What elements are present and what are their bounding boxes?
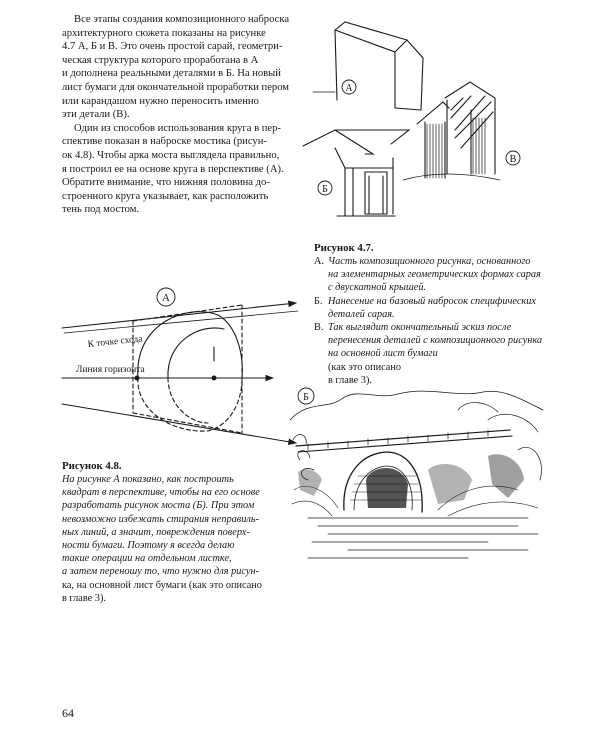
- barn-detail-sketch: [303, 130, 409, 216]
- item-marker: Б.: [314, 295, 323, 307]
- p1-line: эти детали (В).: [62, 109, 130, 121]
- caption-line: такие операции на отдельном листке,: [62, 553, 232, 565]
- vanishing-point-label: К точке схода: [87, 334, 144, 350]
- body-text-top: [62, 13, 312, 217]
- barn-box-sketch: [313, 22, 423, 110]
- figure-4-7-title: Рисунок 4.7.: [314, 242, 374, 254]
- item-marker: А.: [314, 256, 325, 267]
- p1-line: лист бумаги для окончательной проработки пером: [62, 81, 290, 93]
- page-number: 64: [62, 706, 74, 720]
- p2-line: Один из способов использования круга в пер-: [74, 122, 281, 134]
- p2-line: Обратите внимание, что нижняя половина до-: [62, 177, 270, 189]
- caption-line: ка, на основной лист бумаги (как это описано: [62, 579, 262, 591]
- label-a-4-8: А: [162, 292, 170, 304]
- item-line: Часть композиционного рисунка, основанного: [328, 256, 531, 267]
- figure-4-7-item-b: [314, 295, 584, 321]
- p2-line: спективе показан в наброске мостика (рисун-: [62, 136, 267, 148]
- barn-final-sketch: [417, 82, 495, 178]
- p1-line: архитектурного сюжета показаны на рисунке: [62, 27, 266, 39]
- p2-line: строенного круга указывает, как расположить: [62, 190, 269, 202]
- figure-4-7-item-a: [314, 255, 584, 295]
- paragraph-2: [62, 122, 312, 217]
- item-line: деталей сарая.: [328, 308, 395, 320]
- p1-line: и дополнена реальными деталями в Б. На новый: [62, 68, 281, 80]
- p2-line: тень под мостом.: [62, 204, 140, 216]
- caption-line: квадрат в перспективе, чтобы на его основе: [62, 487, 260, 499]
- item-line: Так выглядит окончательный эскиз после: [328, 322, 512, 334]
- figure-4-7-drawings: [295, 18, 525, 223]
- caption-line: а затем переношу то, что нужно для рисун-: [62, 566, 259, 578]
- item-line: на основной лист бумаги (как это описано: [328, 348, 438, 373]
- caption-line: На рисунке А показано, как построить: [62, 474, 234, 485]
- item-line: перенесения деталей с композиционного рисунка: [328, 335, 543, 347]
- caption-line: в главе 3).: [62, 592, 106, 604]
- p1-line: ческая структура которого проработана в А: [62, 54, 259, 66]
- label-b-4-8: Б: [303, 392, 309, 403]
- p1-line: или карандашом нужно переносить именно: [62, 95, 259, 107]
- figure-4-8-caption: [62, 459, 297, 605]
- figure-4-8-title: Рисунок 4.8.: [62, 460, 122, 472]
- p1-line: Все этапы создания композиционного наброска: [74, 14, 290, 25]
- label-v-4-7: В: [509, 154, 517, 165]
- label-b-4-7: Б: [322, 184, 328, 195]
- p2-line: я построил ее на основе круга в перспективе (А).: [62, 163, 284, 175]
- item-line: Нанесение на базовый набросок специфических: [328, 295, 536, 307]
- caption-line: ности бумаги. Поэтому я всегда делаю: [62, 540, 235, 552]
- figure-4-8-diagram: [58, 283, 303, 448]
- p1-line: 4.7 А, Б и В. Это очень простой сарай, геометри-: [62, 41, 283, 53]
- figure-4-7-caption: [314, 241, 584, 387]
- horizon-line-label: Линия горизонта: [76, 365, 145, 375]
- item-line: в главе 3).: [328, 374, 372, 386]
- figure-4-8-bridge-sketch: [288, 380, 553, 565]
- p2-line: ок 4.8). Чтобы арка моста выглядела правильно,: [62, 149, 280, 161]
- item-marker: В.: [314, 322, 324, 334]
- caption-line: невозможно избежать стирания неправиль-: [62, 513, 260, 525]
- caption-line: ных линий, а значит, повреждения поверх-: [62, 526, 250, 538]
- figure-4-7-item-v: [314, 321, 584, 387]
- caption-line: разработать рисунок моста (Б). При этом: [62, 500, 255, 512]
- item-line: с двускатной крышей.: [328, 282, 427, 294]
- label-a-4-7: А: [345, 83, 353, 94]
- paragraph-1: [62, 13, 312, 122]
- item-line: на элементарных геометрических формах сарая: [328, 269, 541, 281]
- figure-4-8-text: [62, 473, 297, 605]
